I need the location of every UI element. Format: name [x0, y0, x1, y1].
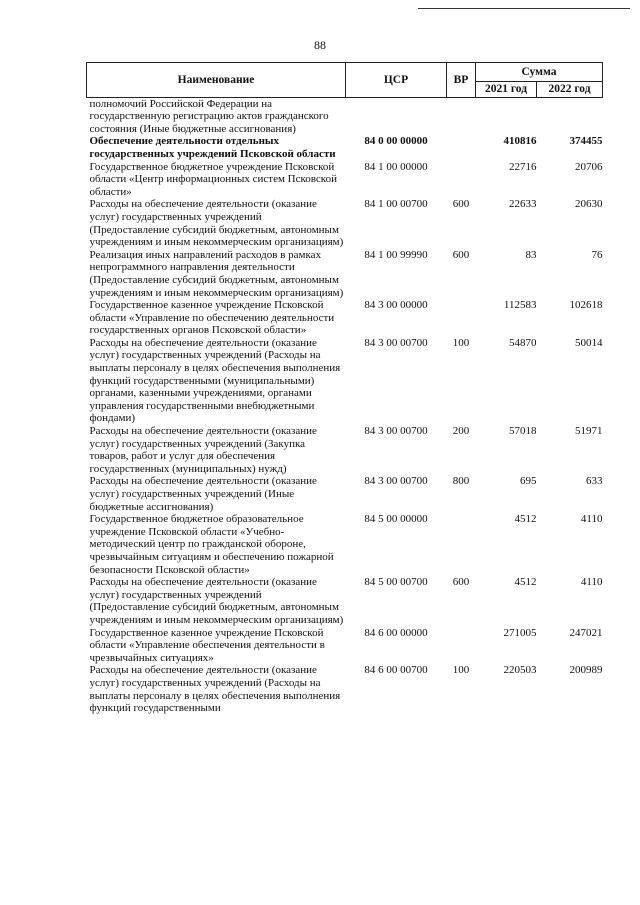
row-sum-2022: 20630 [575, 198, 603, 211]
row-csr: 84 3 00 00000 [364, 299, 428, 312]
table-body [87, 97, 603, 715]
header-vr: ВР [447, 63, 476, 98]
row-name: Реализация иных направлений расходов в рамках непрограммного направления деятельности (Предоставление субсидий бюджетным, автономным учреждениям и иным некоммерческим организациям) [89, 248, 344, 299]
table-row [87, 198, 603, 248]
row-sum-2022: 374455 [569, 135, 603, 148]
budget-table [86, 62, 603, 715]
row-name: Расходы на обеспечение деятельности (оказание услуг) государственных учреждений (Расходы на выплаты персоналу в целях обеспечения выполнения функций государственными (муниципальными) органами, казенными учреждениями, органами управления государственными внебюджетными фондами) [89, 336, 341, 425]
row-sum-2022: 50014 [575, 336, 603, 349]
row-sum-2021: 22633 [509, 198, 537, 211]
row-sum-2022: 4110 [580, 513, 603, 526]
row-vr [447, 513, 476, 576]
row-sum-2021 [476, 97, 537, 135]
row-sum-2022: 247021 [569, 626, 603, 639]
row-vr: 200 [452, 425, 470, 438]
row-csr: 84 3 00 00700 [364, 336, 428, 349]
row-csr: 84 5 00 00700 [364, 576, 428, 589]
row-sum-2022: 51971 [575, 425, 603, 438]
header-name: Наименование [87, 63, 346, 98]
row-sum-2021: 410816 [503, 135, 537, 148]
row-name: Обеспечение деятельности отдельных государственных учреждений Псковской области [89, 135, 336, 160]
row-name: Расходы на обеспечение деятельности (оказание услуг) государственных учреждений (Предоставление субсидий бюджетным, автономным учреждениям и иным некоммерческим организациям) [89, 576, 344, 626]
row-name: Государственное бюджетное учреждение Псковской области «Центр информационных систем Псковской области» [89, 160, 337, 198]
row-vr [447, 97, 476, 135]
row-sum-2021: 112583 [503, 299, 537, 312]
row-csr: 84 1 00 00700 [364, 198, 428, 211]
table-row [87, 664, 603, 714]
row-sum-2021: 4512 [514, 513, 537, 526]
table-row [87, 161, 603, 199]
row-sum-2021: 695 [520, 475, 537, 488]
table-row [87, 513, 603, 576]
row-sum-2021: 57018 [509, 425, 537, 438]
row-name: Государственное бюджетное образовательное учреждение Псковской области «Учебно-методический центр по гражданской обороне, чрезвычайным ситуациям и обеспечению пожарной безопасности Псковской области» [89, 513, 334, 576]
header-year-2021: 2021 год [476, 82, 537, 98]
row-sum-2022: 200989 [569, 664, 603, 677]
row-vr: 600 [452, 248, 470, 261]
header-year-2022: 2022 год [537, 82, 603, 98]
row-csr [346, 97, 447, 135]
row-sum-2022: 4110 [580, 576, 603, 589]
row-vr: 600 [452, 198, 470, 211]
row-vr: 100 [452, 664, 470, 677]
row-vr [447, 161, 476, 199]
row-csr: 84 6 00 00000 [364, 626, 428, 639]
header-csr: ЦСР [346, 63, 447, 98]
row-csr: 84 0 00 00000 [364, 135, 428, 148]
row-csr: 84 1 00 00000 [364, 160, 428, 173]
row-vr: 600 [452, 576, 470, 589]
row-name: Расходы на обеспечение деятельности (оказание услуг) государственных учреждений (Иные бюджетные ассигнования) [89, 475, 317, 513]
table-row [87, 337, 603, 425]
table-row [87, 475, 603, 513]
row-vr: 800 [452, 475, 470, 488]
row-csr: 84 3 00 00700 [364, 475, 428, 488]
row-name: Расходы на обеспечение деятельности (оказание услуг) государственных учреждений (Закупка товаров, работ и услуг для обеспечения государственных (муниципальных) нужд) [89, 425, 317, 475]
row-name: Расходы на обеспечение деятельности (оказание услуг) государственных учреждений (Предоставление субсидий бюджетным, автономным учреждениям и иным некоммерческим организациям) [89, 198, 344, 249]
row-vr [447, 627, 476, 665]
row-sum-2021: 220503 [503, 664, 537, 677]
row-vr [447, 135, 476, 160]
row-csr: 84 1 00 99990 [364, 248, 428, 261]
row-name: полномочий Российской Федерации на государственную регистрацию актов гражданского состояния (Иные бюджетные ассигнования) [89, 97, 329, 135]
table-header [87, 63, 603, 98]
row-csr: 84 5 00 00000 [364, 513, 428, 526]
row-sum-2022: 633 [586, 475, 603, 488]
row-name: Государственное казенное учреждение Псковской области «Управление обеспечения деятельности в чрезвычайных ситуациях» [89, 626, 325, 664]
row-vr [447, 299, 476, 337]
table-row [87, 627, 603, 665]
table-row [87, 299, 603, 337]
row-sum-2021: 54870 [509, 336, 537, 349]
row-vr: 100 [452, 336, 470, 349]
table-row [87, 135, 603, 160]
row-csr: 84 6 00 00700 [364, 664, 428, 677]
row-sum-2021: 22716 [509, 160, 537, 173]
row-sum-2021: 83 [525, 248, 537, 261]
table-row [87, 425, 603, 475]
row-name: Расходы на обеспечение деятельности (оказание услуг) государственных учреждений (Расходы на выплаты персоналу в целях обеспечения выполнения функций государственными [89, 664, 341, 715]
page-number: 88 [314, 38, 326, 52]
row-sum-2022: 20706 [575, 160, 603, 173]
header-sum: Сумма [476, 63, 603, 82]
row-sum-2022: 102618 [569, 299, 603, 312]
table-row [87, 576, 603, 626]
row-sum-2022: 76 [591, 248, 603, 261]
row-name: Государственное казенное учреждение Псковской области «Управление по обеспечению деятельности государственных органов Псковской области» [89, 299, 335, 337]
row-csr: 84 3 00 00700 [364, 425, 428, 438]
top-rule [418, 8, 630, 9]
table-row [87, 97, 603, 135]
row-sum-2021: 271005 [503, 626, 537, 639]
row-sum-2021: 4512 [514, 576, 537, 589]
row-sum-2022 [537, 97, 603, 135]
table-row [87, 249, 603, 299]
